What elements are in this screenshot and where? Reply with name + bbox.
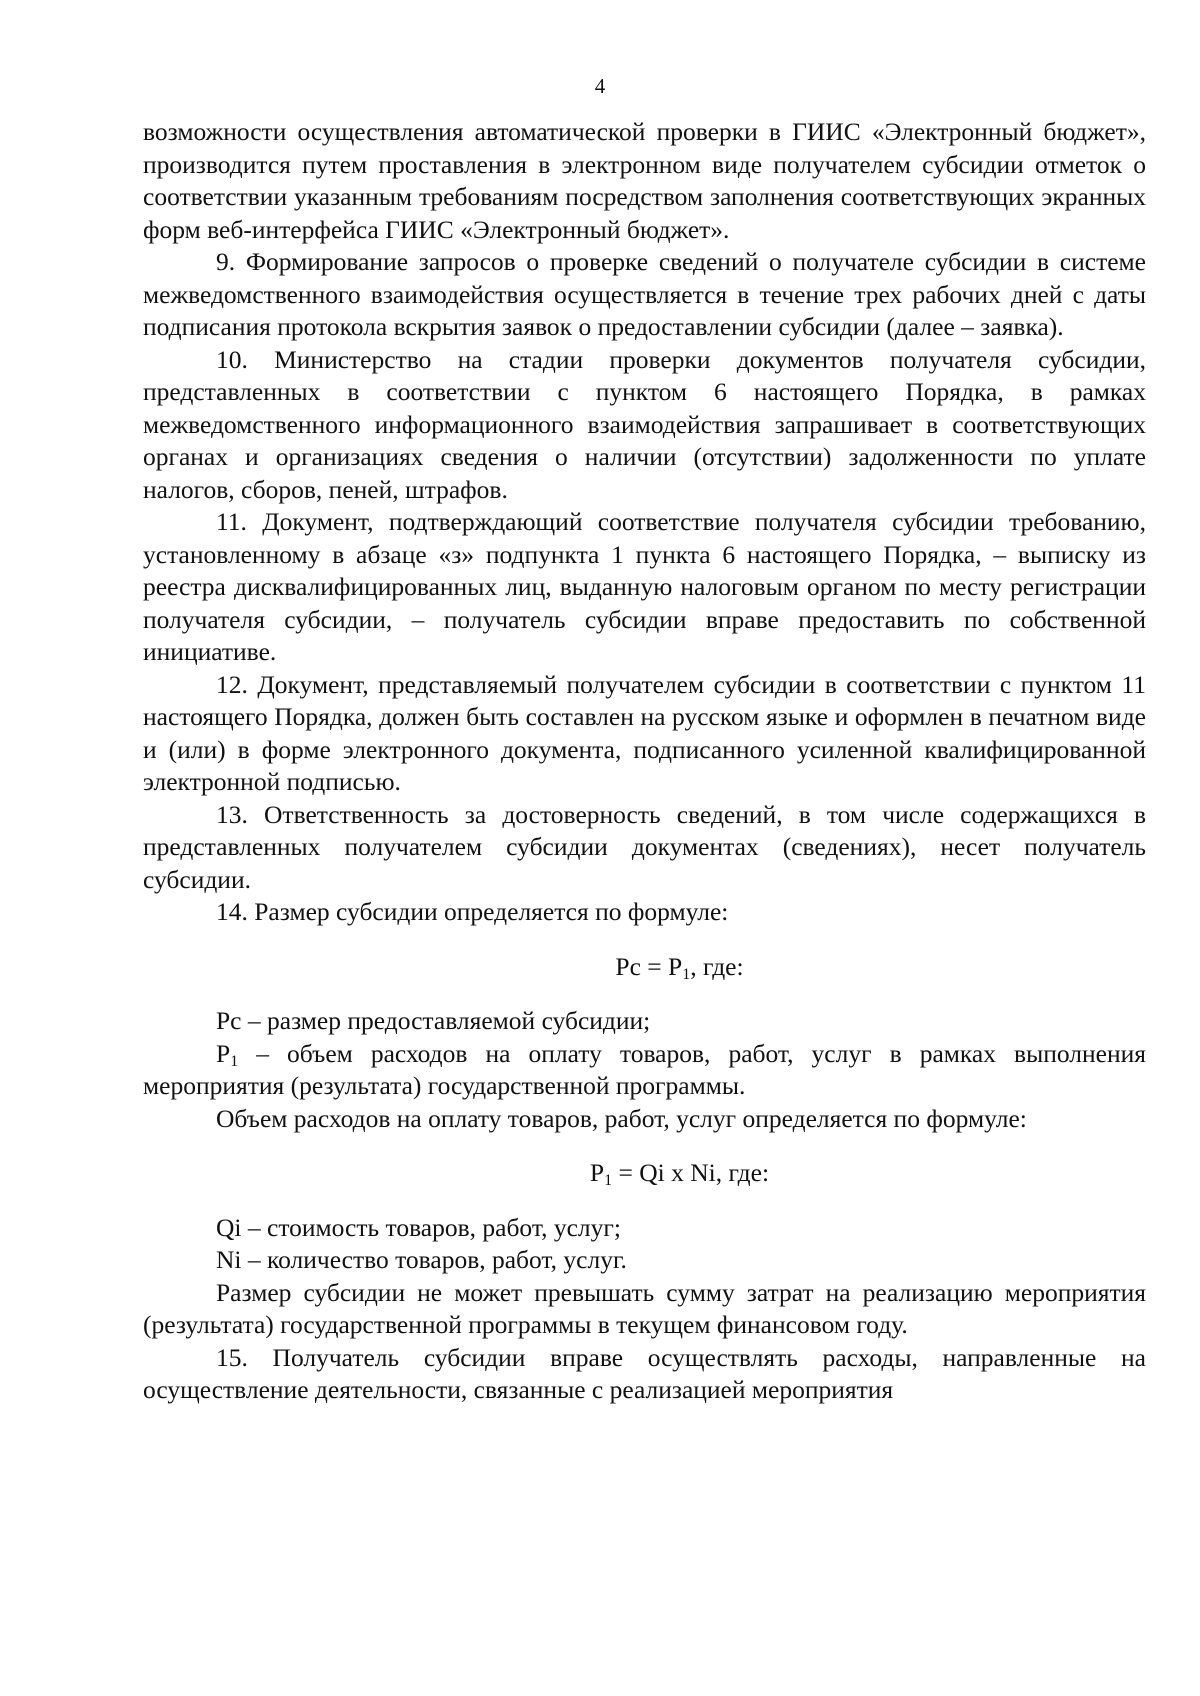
definition-qi: Qi – стоимость товаров, работ, услуг; [216,1212,621,1242]
formula-expenses-lhs: P [589,1158,605,1187]
paragraph-9: 9. Формирование запросов о проверке сведений о получателе субсидии в системе межведомственного взаимодействия осуществляется в течение трех рабочих дней с даты подписания протокола вскрытия заявок о предоставлении субсидии (далее – заявка). [143,247,1146,341]
definition-p1-subscript: 1 [230,1052,239,1070]
document-body [143,116,1146,1407]
paragraph-14: 14. Размер субсидии определяется по формуле: [216,897,729,926]
formula-subsidy-lhs: Pc = P [615,951,683,981]
definition-p1-symbol: P [216,1038,231,1068]
formula-subsidy-subscript: 1 [682,965,691,983]
formula-subsidy [143,951,1146,984]
page-number: 4 [594,74,606,98]
formula-expenses-rhs: = Qi x Ni, где: [612,1158,770,1187]
paragraph-12: 12. Документ, представляемый получателем субсидии в соответствии с пунктом 11 настоящего Порядка, должен быть составлен на русском языке и оформлен в печатном виде и (или) в форме электронного документа, подписанного усиленной квалифицированной электронной подписью. [143,669,1146,796]
formula-expenses-subscript: 1 [604,1172,613,1189]
paragraph-limit: Размер субсидии не может превышать сумму затрат на реализацию мероприятия (результата) государственной программы в текущем финансовом году. [143,1277,1146,1339]
paragraph-10: 10. Министерство на стадии проверки документов получателя субсидии, представленных в соответствии с пунктом 6 настоящего Порядка, в рамках межведомственного информационного взаимодействия запрашивает в соответствующих органах и организациях сведения о наличии (отсутствии) задолженности по уплате налогов, сборов, пеней, штрафов. [143,344,1146,504]
definition-p1-text: – объем расходов на оплату товаров, работ, услуг в рамках выполнения мероприятия (результата) государственной программы. [143,1038,1146,1100]
definition-pc: Pc – размер предоставляемой субсидии; [216,1006,651,1035]
definition-p1 [143,1038,1146,1103]
paragraph-volume: Объем расходов на оплату товаров, работ, услуг определяется по формуле: [216,1103,1027,1133]
paragraph-15: 15. Получатель субсидии вправе осуществлять расходы, направленные на осуществление деятельности, связанные с реализацией мероприятия [143,1342,1146,1404]
paragraph-continuation: возможности осуществления автоматической проверки в ГИИС «Электронный бюджет», производится путем проставления в электронном виде получателем субсидии отметок о соответствии указанным требованиям посредством заполнения соответствующих экранных форм веб-интерфейса ГИИС «Электронный бюджет». [143,117,1146,244]
definition-ni: Ni – количество товаров, работ, услуг. [216,1245,627,1274]
paragraph-13: 13. Ответственность за достоверность сведений, в том числе содержащихся в представленных получателем субсидии документах (сведениях), несет получатель субсидии. [143,799,1146,894]
formula-expenses [143,1157,1146,1190]
paragraph-11: 11. Документ, подтверждающий соответствие получателя субсидии требованию, установленному в абзаце «з» подпункта 1 пункта 6 настоящего Порядка, – выписку из реестра дисквалифицированных лиц, выданную налоговым органом по месту регистрации получателя субсидии, – получатель субсидии вправе предоставить по собственной инициативе. [143,507,1146,666]
formula-subsidy-rhs: , где: [690,951,744,981]
